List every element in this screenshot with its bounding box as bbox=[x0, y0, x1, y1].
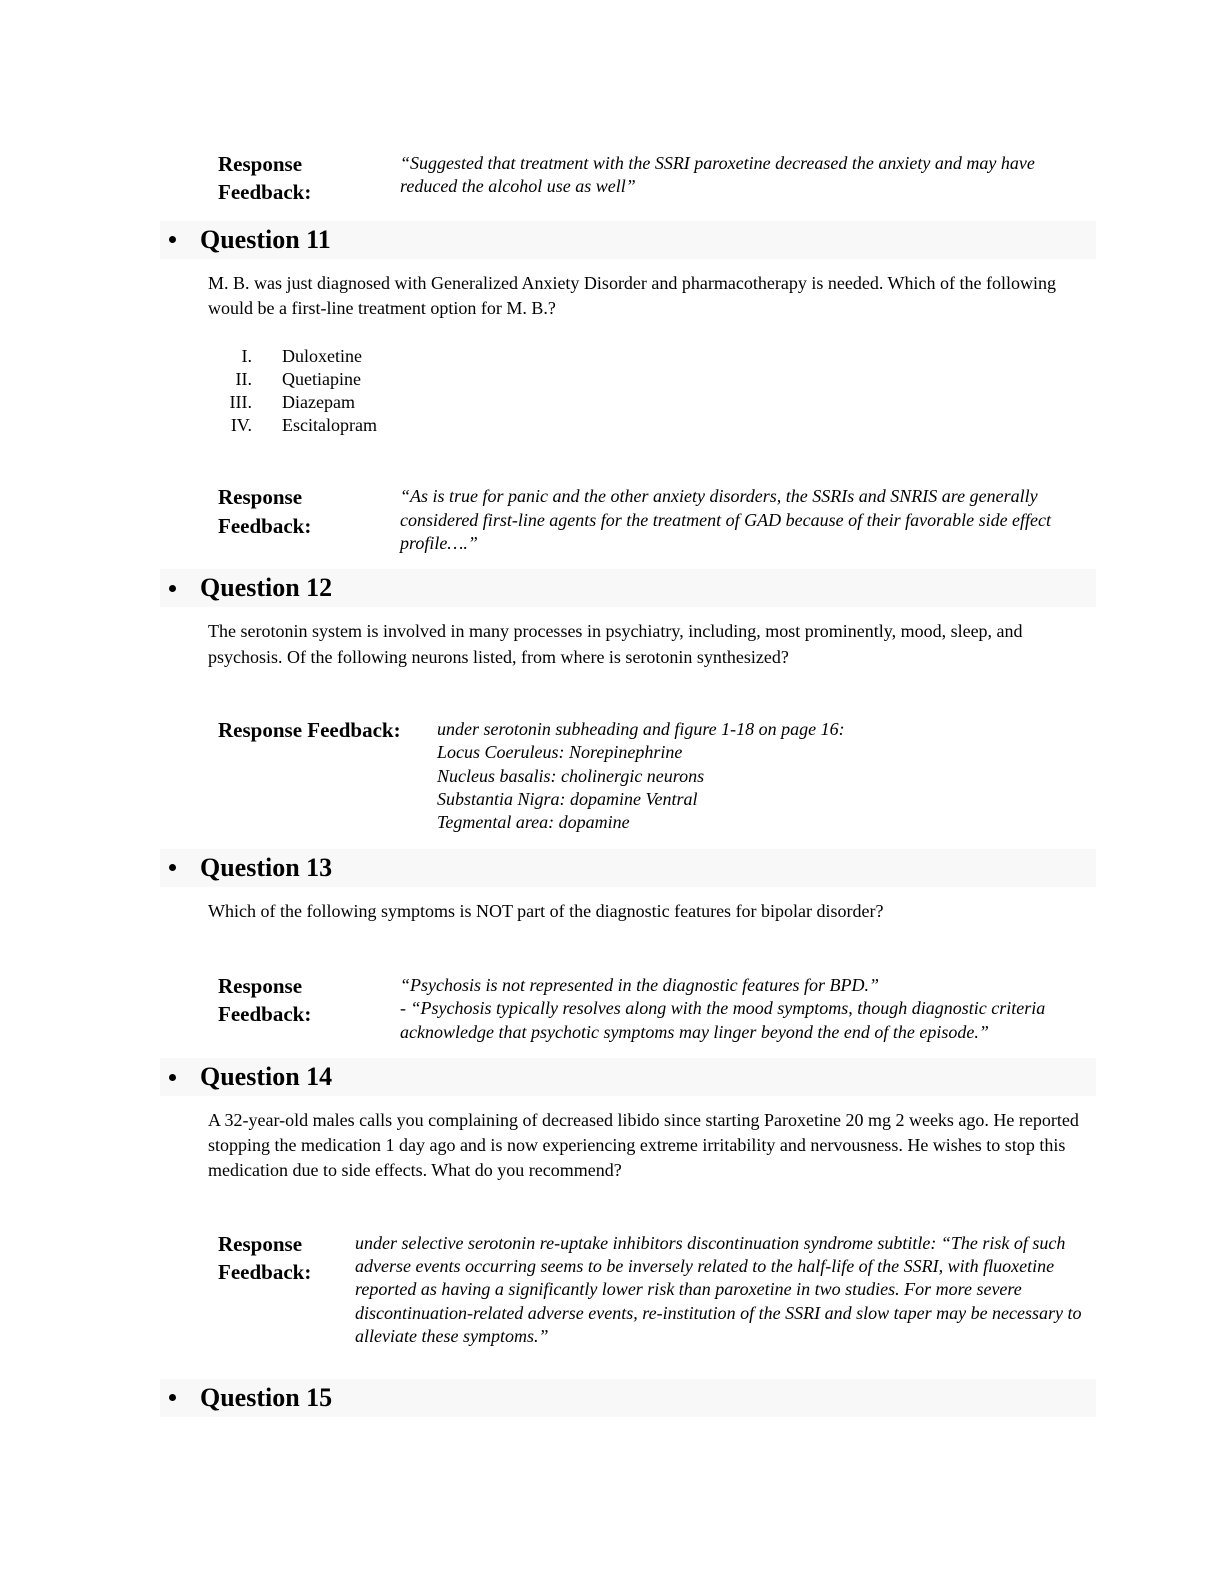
feedback-line: Nucleus basalis: cholinergic neurons bbox=[437, 765, 705, 786]
option-label: Duloxetine bbox=[282, 346, 362, 367]
option-item bbox=[208, 368, 1096, 391]
option-item bbox=[208, 391, 1096, 414]
question-11-heading bbox=[160, 221, 1096, 259]
feedback-line: “Psychosis is not represented in the diagnostic features for BPD.” bbox=[400, 974, 879, 995]
question-13-feedback-row bbox=[218, 972, 1096, 1044]
option-item bbox=[208, 414, 1096, 437]
bullet-icon bbox=[169, 864, 176, 871]
question-11-options bbox=[208, 345, 1096, 437]
feedback-line: Tegmental area: dopamine bbox=[437, 812, 630, 833]
feedback-text: under selective serotonin re-uptake inhibitors discontinuation syndrome subtitle: “The risk of such adverse events occurring seems to be inversely related to the half-life of the SSRI, with fluoxetine reported as having a significantly lower risk than paroxetine in two studies. For more severe discontinuation-related adverse events, re-institution of the SSRI and slow taper may be necessary to alleviate these symptoms.” bbox=[355, 1232, 1082, 1347]
feedback-label-text: Response Feedback: bbox=[218, 485, 312, 538]
question-14-feedback-row bbox=[218, 1230, 1096, 1349]
question-title: Question 14 bbox=[200, 1062, 333, 1092]
feedback-label bbox=[218, 483, 400, 540]
question-14-heading bbox=[160, 1058, 1096, 1096]
feedback-label bbox=[218, 1230, 355, 1287]
question-12-body: The serotonin system is involved in many processes in psychiatry, including, most prominently, mood, sleep, and psychosis. Of the following neurons listed, from where is serotonin synthesized? bbox=[208, 621, 1023, 667]
question-12-heading bbox=[160, 569, 1096, 607]
feedback-label bbox=[218, 150, 400, 207]
option-label: Diazepam bbox=[282, 392, 355, 413]
option-numeral: II. bbox=[235, 369, 252, 390]
feedback-row-top bbox=[218, 150, 1096, 207]
bullet-icon bbox=[169, 1394, 176, 1401]
question-title: Question 15 bbox=[200, 1382, 333, 1412]
option-numeral: I. bbox=[241, 346, 252, 367]
feedback-line: Locus Coeruleus: Norepinephrine bbox=[437, 742, 683, 763]
question-12-feedback-row bbox=[218, 716, 1096, 835]
feedback-text bbox=[437, 716, 1096, 835]
feedback-label bbox=[218, 972, 400, 1029]
option-numeral: III. bbox=[229, 392, 252, 413]
feedback-label-text: Response Feedback: bbox=[218, 152, 312, 205]
question-13-body: Which of the following symptoms is NOT part of the diagnostic features for bipolar disorder? bbox=[208, 900, 884, 921]
question-title: Question 12 bbox=[200, 573, 333, 603]
option-label: Escitalopram bbox=[282, 415, 377, 436]
feedback-line: Substantia Nigra: dopamine Ventral bbox=[437, 788, 698, 809]
question-13-heading bbox=[160, 849, 1096, 887]
question-11-feedback-row bbox=[218, 483, 1096, 555]
option-label: Quetiapine bbox=[282, 369, 361, 390]
question-15-heading bbox=[160, 1379, 1096, 1417]
feedback-text bbox=[400, 972, 1096, 1044]
option-item bbox=[208, 345, 1096, 368]
feedback-text: “Suggested that treatment with the SSRI paroxetine decreased the anxiety and may have reduced the alcohol use as well” bbox=[400, 153, 1035, 197]
feedback-label-text: Response Feedback: bbox=[218, 1231, 312, 1284]
question-14-body: A 32-year-old males calls you complaining of decreased libido since starting Paroxetine 20 mg 2 weeks ago. He reported stopping the medication 1 day ago and is now experiencing extreme irritability and nervousness. He wishes to stop this medication due to side effects. What do you recommend? bbox=[208, 1110, 1079, 1181]
feedback-label-text: Response Feedback: bbox=[218, 973, 312, 1027]
feedback-line: - “Psychosis typically resolves along with the mood symptoms, though diagnostic criteria acknowledge that psychotic symptoms may linger beyond the end of the episode.” bbox=[400, 998, 1046, 1042]
feedback-text: “As is true for panic and the other anxiety disorders, the SSRIs and SNRIS are generally considered first-line agents for the treatment of GAD because of their favorable side effect profile….” bbox=[400, 486, 1052, 553]
feedback-label: Response Feedback: bbox=[218, 717, 401, 742]
bullet-icon bbox=[169, 585, 176, 592]
bullet-icon bbox=[169, 236, 176, 243]
option-numeral: IV. bbox=[230, 415, 252, 436]
bullet-icon bbox=[169, 1074, 176, 1081]
feedback-line: under serotonin subheading and figure 1-18 on page 16: bbox=[437, 718, 845, 739]
question-title: Question 11 bbox=[200, 224, 331, 254]
question-11-body: M. B. was just diagnosed with Generalized Anxiety Disorder and pharmacotherapy is needed. Which of the following would be a first-line treatment option for M. B.? bbox=[208, 272, 1056, 318]
question-title: Question 13 bbox=[200, 852, 333, 882]
